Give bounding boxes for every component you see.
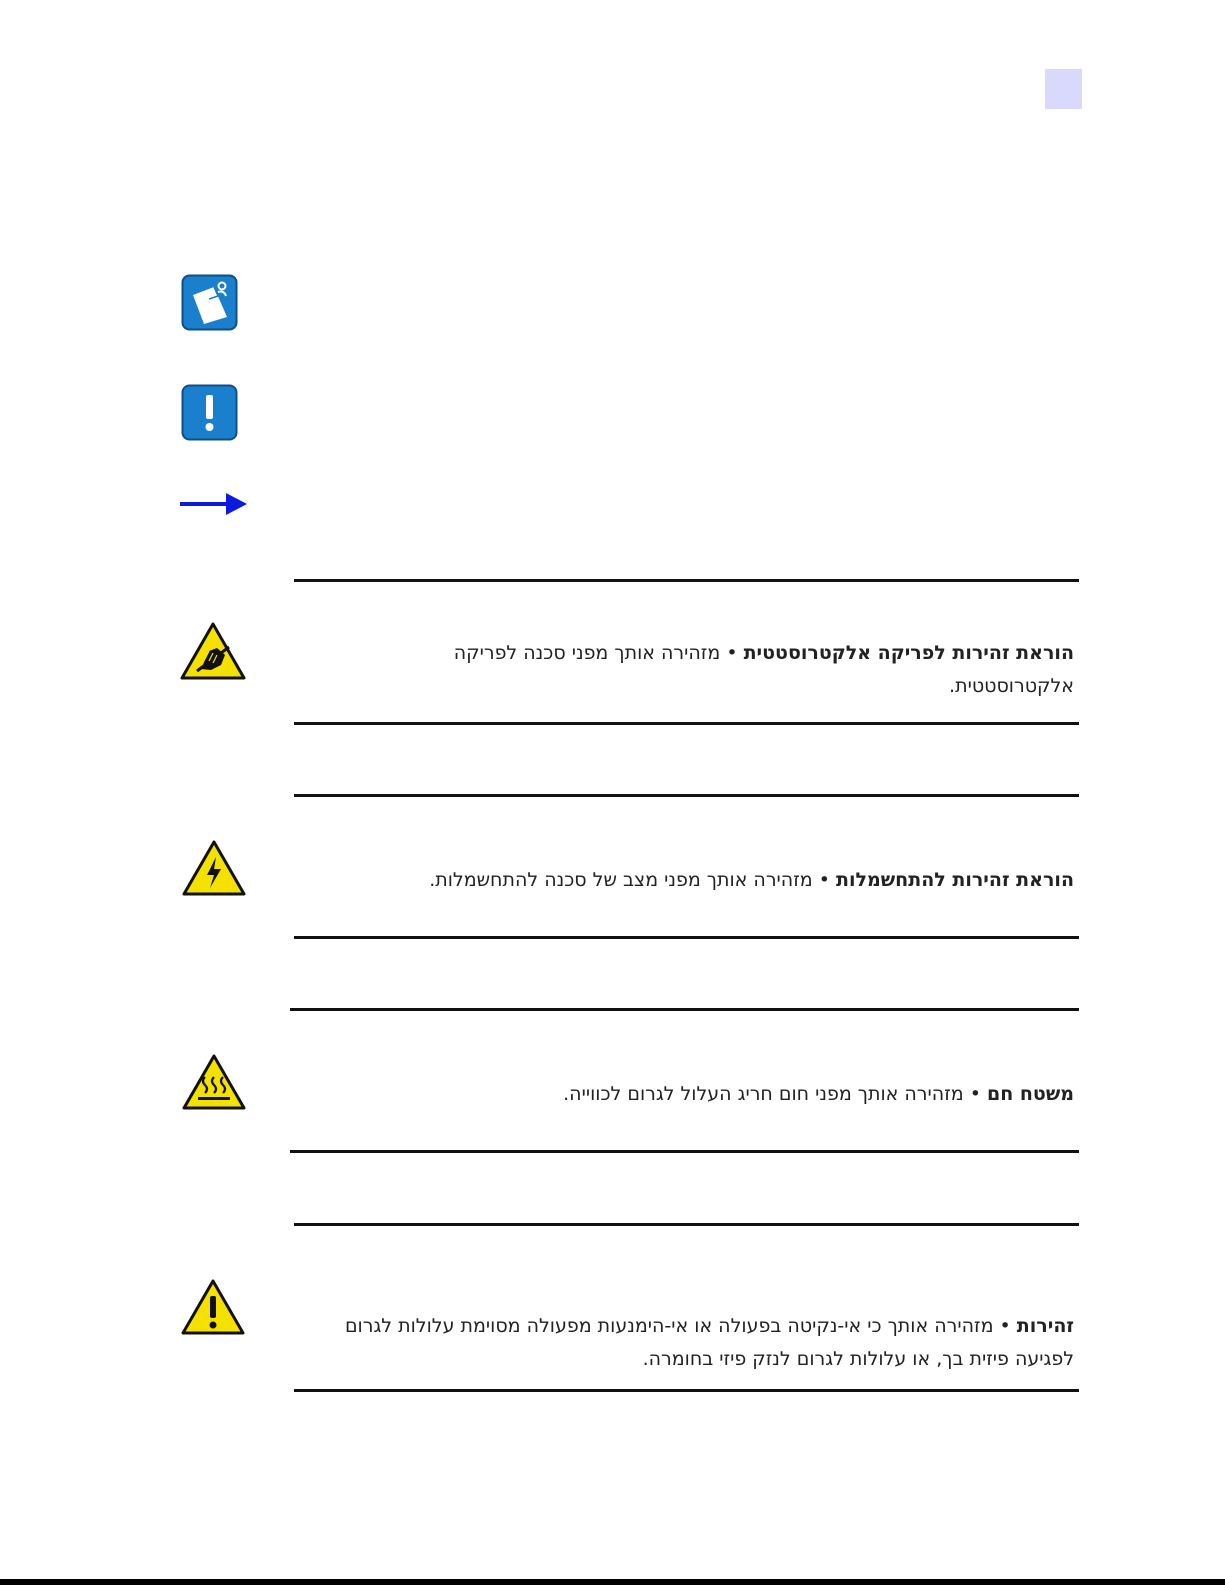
arrow-icon xyxy=(180,492,248,516)
caution-warning-separator: • xyxy=(993,1315,1017,1337)
caution-bottom-rule xyxy=(294,1389,1079,1392)
esd-warning-icon xyxy=(179,621,247,681)
page-tab-marker xyxy=(1045,69,1082,109)
electric-bottom-rule xyxy=(294,936,1079,939)
electric-warning-text xyxy=(380,864,1074,897)
electric-warning-body: מזהירה אותך מפני מצב של סכנה להתחשמלות. xyxy=(429,869,813,891)
hot-surface-icon xyxy=(181,1053,247,1111)
caution-icon xyxy=(180,1278,246,1336)
esd-warning-title: הוראת זהירות לפריקה אלקטרוסטטית xyxy=(743,642,1074,664)
hot-bottom-rule xyxy=(290,1150,1079,1153)
caution-warning-text xyxy=(330,1310,1074,1376)
electric-top-rule xyxy=(294,794,1079,797)
caution-warning-body: מזהירה אותך כי אי-נקיטה בפעולה או אי-הימנעות מפעולה מסוימת עלולות לגרום לפגיעה פיזית בך, או עלולות לגרום לנזק פיזי בחומרה. xyxy=(344,1315,1074,1370)
caution-top-rule xyxy=(294,1223,1079,1226)
caution-warning-title: זהירות xyxy=(1016,1315,1074,1337)
hot-warning-body: מזהירה אותך מפני חום חריג העלול לגרום לכווייה. xyxy=(563,1083,964,1105)
electric-warning-separator: • xyxy=(812,869,837,891)
hot-warning-text xyxy=(500,1078,1074,1111)
note-icon xyxy=(181,274,238,331)
esd-bottom-rule xyxy=(294,722,1079,725)
hot-top-rule xyxy=(290,1008,1079,1011)
electric-warning-icon xyxy=(181,839,247,897)
esd-warning-separator: • xyxy=(720,642,744,664)
esd-warning-body: מזהירה אותך מפני סכנה לפריקה אלקטרוסטטית. xyxy=(453,642,1074,697)
esd-warning-text xyxy=(420,637,1074,703)
esd-top-rule xyxy=(294,579,1079,582)
electric-warning-title: הוראת זהירות להתחשמלות xyxy=(836,869,1074,891)
important-icon xyxy=(181,384,238,441)
hot-warning-separator: • xyxy=(963,1083,987,1105)
hot-warning-title: משטח חם xyxy=(986,1083,1074,1105)
page-bottom-border xyxy=(0,1579,1225,1585)
